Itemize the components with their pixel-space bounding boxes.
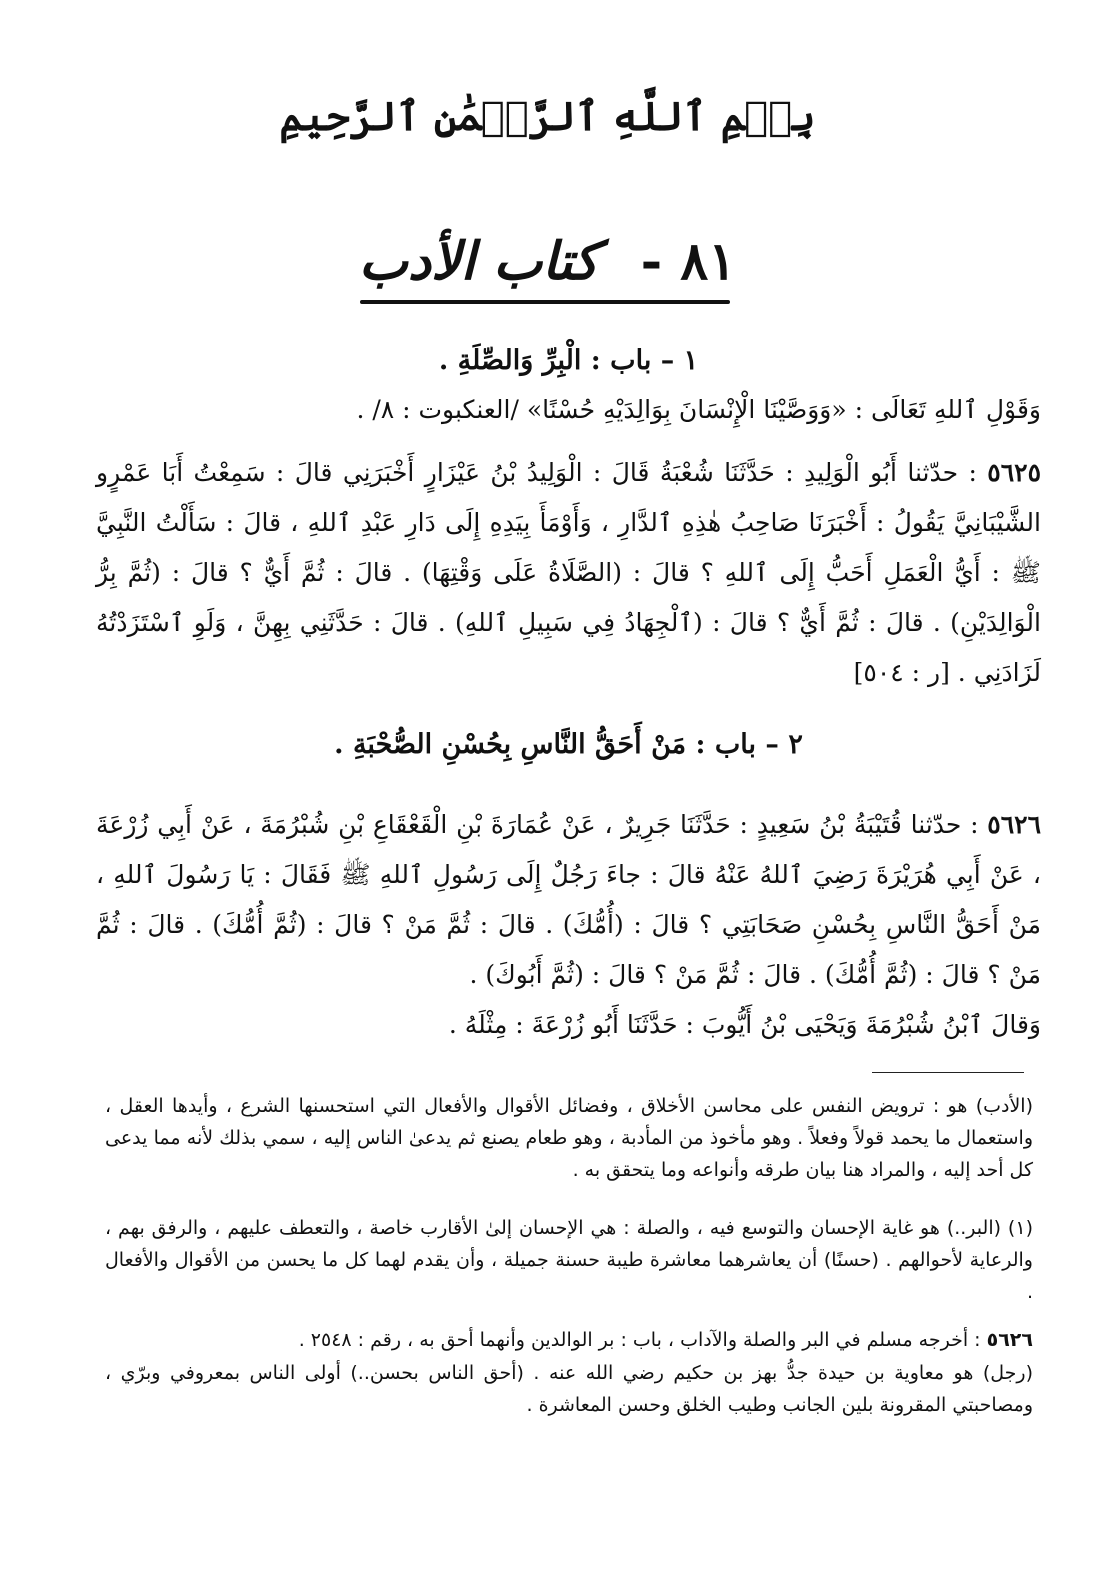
hadith-5626	[96, 800, 1041, 1050]
hadith-5625-number: ٥٦٢٥	[987, 458, 1041, 487]
chapter-2-heading: ٢ – باب : مَنْ أَحَقُّ النَّاسِ بِحُسْنِ الصُّحْبَةِ .	[334, 729, 803, 760]
chapter-1-heading: ١ – باب : الْبِرِّ وَالصِّلَةِ .	[438, 345, 699, 376]
book-number: ٨١ -	[640, 231, 737, 292]
footnote-birr: (١) (البر..) هو غاية الإحسان والتوسع فيه ، والصلة : هي الإحسان إلىٰ الأقارب خاصة ، والتعطف عليهم ، والرفق بهم ، والرعاية لأحوالهم . (حسنًا) أن يعاشرهما معاشرة طيبة حسنة جميلة ، وأن يقدم لهما كل ما يحسن من الأقوال والأفعال .	[105, 1217, 1033, 1303]
book-title-text: كتاب الأدب	[358, 231, 599, 292]
footnote-adab: (الأدب) هو : ترويض النفس على محاسن الأخلاق ، وفضائل الأقوال والأفعال التي استحسنها الشرع ، وأيدها العقل ، واستعمال ما يحمد قولاً وفعلاً . وهو مأخوذ من المأدبة ، وهو طعام يصنع ثم يدعىٰ الناس إليه ، سمي بذلك لأنه مما يدعى كل أحد إليه ، والمراد هنا بيان طرقه وأنواعه وما يتحقق به .	[105, 1095, 1033, 1181]
title-swash	[360, 300, 730, 304]
footnote-5626-number: ٥٦٢٦	[986, 1329, 1033, 1351]
footnote-5626	[105, 1324, 1033, 1356]
chapter-1-verse: وَقَوْلِ ٱللهِ تَعَالَى : «وَوَصَّيْنَا الْإِنْسَانَ بِوَالِدَيْهِ حُسْنًا» /العنكبوت : ٨/ .	[356, 395, 1041, 424]
hadith-5625-text: : حدّثنا أَبُو الْوَلِيدِ : حَدَّثَنَا شُعْبَةُ قَالَ : الْوَلِيدُ بْنُ عَيْزَارٍ أَخْبَرَنِي قالَ : سَمِعْتُ أَبَا عَمْرٍو الشَّيْبَانِيَّ يَقُولُ : أَخْبَرَنَا صَاحِبُ هٰذِهِ ٱلدَّارِ ، وَأَوْمَأَ بِيَدِهِ إِلَى دَارِ عَبْدِ ٱللهِ ، قالَ : سَأَلْتُ النَّبِيَّ ﷺ : أَيُّ الْعَمَلِ أَحَبُّ إِلَى ٱللهِ ؟ قالَ : (الصَّلَاةُ عَلَى وَقْتِهَا) . قالَ : ثُمَّ أَيٌّ ؟ قالَ : (ثُمَّ بِرُّ الْوَالِدَيْنِ) . قالَ : ثُمَّ أَيٌّ ؟ قالَ : (ٱلْجِهَادُ فِي سَبِيلِ ٱللهِ) . قالَ : حَدَّثَنِي بِهِنَّ ، وَلَوِ ٱسْتَزَدْتُهُ لَزَادَنِي . [ر : ٥٠٤]	[96, 458, 1041, 687]
hadith-5626-chain: وَقالَ ٱبْنُ شُبْرُمَةَ وَيَحْيَى بْنُ أَيُّوبَ : حَدَّثَنَا أَبُو زُرْعَةَ : مِثْلَهُ .	[448, 1010, 1041, 1039]
basmala-calligraphy: بِسۡمِ ٱللَّهِ ٱلرَّحۡمَٰنِ ٱلرَّحِيمِ	[279, 93, 816, 140]
footnote-separator	[872, 1072, 1024, 1073]
hadith-5626-text: : حدّثنا قُتَيْبَةُ بْنُ سَعِيدٍ : حَدَّثَنَا جَرِيرٌ ، عَنْ عُمَارَةَ بْنِ الْقَعْقَاعِ بْنِ شُبْرُمَةَ ، عَنْ أَبِي زُرْعَةَ ، عَنْ أَبِي هُرَيْرَةَ رَضِيَ ٱللهُ عَنْهُ قالَ : جاءَ رَجُلٌ إِلَى رَسُولِ ٱللهِ ﷺ فَقَالَ : يَا رَسُولَ ٱللهِ ، مَنْ أَحَقُّ النَّاسِ بِحُسْنِ صَحَابَتِي ؟ قالَ : (أُمُّكَ) . قالَ : ثُمَّ مَنْ ؟ قالَ : (ثُمَّ أُمُّكَ) . قالَ : ثُمَّ مَنْ ؟ قالَ : (ثُمَّ أُمُّكَ) . قالَ : ثُمَّ مَنْ ؟ قالَ : (ثُمَّ أَبُوكَ) .	[96, 810, 1041, 989]
footnote-rajul: (رجل) هو معاوية بن حيدة جدُّ بهز بن حكيم رضي الله عنه . (أحق الناس بحسن..) أولى الناس بمعروفي وبرّي ، ومصاحبتي المقرونة بلين الجانب وطيب الخلق وحسن المعاشرة .	[105, 1362, 1033, 1416]
hadith-5625	[96, 448, 1041, 698]
footnote-5626-text: : أخرجه مسلم في البر والصلة والآداب ، باب : بر الوالدين وأنهما أحق به ، رقم : ٢٥٤٨ .	[298, 1329, 981, 1351]
hadith-5626-number: ٥٦٢٦	[987, 810, 1041, 839]
book-title	[0, 222, 1095, 302]
